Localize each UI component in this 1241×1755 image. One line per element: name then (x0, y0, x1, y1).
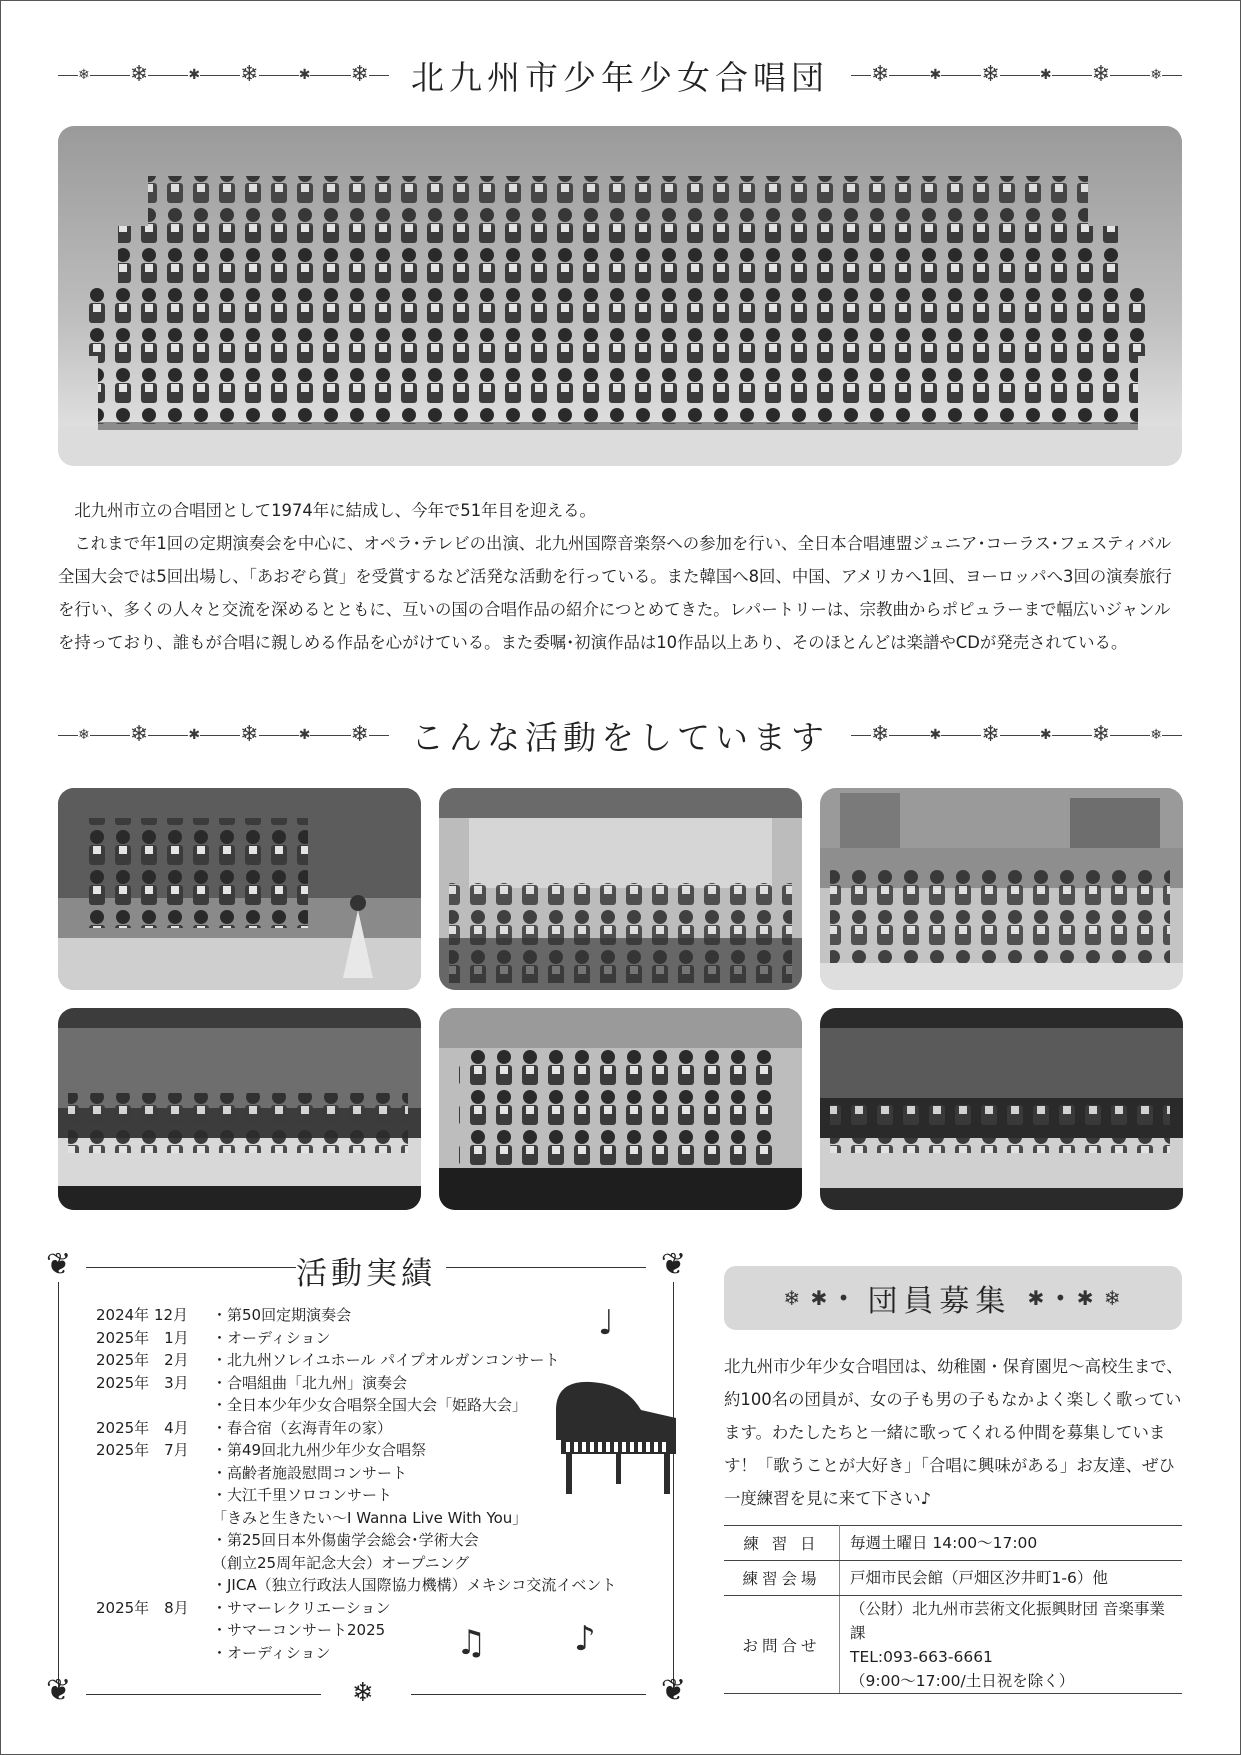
record-date: 2025年 1月 (96, 1328, 189, 1347)
record-event: ・オーディション (212, 1643, 331, 1662)
record-date (96, 1574, 212, 1597)
activity-photo-2 (439, 788, 802, 990)
snowflake-icon: ✱ (298, 726, 311, 743)
venue-value: 戸畑市民会館（戸畑区汐井町1-6）他 (840, 1561, 1183, 1596)
snowflake-icon: ❄ (240, 721, 259, 747)
record-date (96, 1552, 212, 1575)
activities-heading-row (58, 712, 1182, 759)
record-item (96, 1529, 656, 1552)
record-date: 2025年 2月 (96, 1351, 189, 1369)
record-date (96, 1462, 212, 1485)
record-item (96, 1619, 656, 1642)
snowflake-icon: ❄ (1150, 726, 1162, 743)
snowflake-icon: ❄ (1091, 721, 1111, 747)
venue-label: 練習会場 (724, 1561, 840, 1596)
recruit-paragraph: 北九州市少年少女合唱団は、幼稚園・保育園児～高校生まで、約100名の団員が、女の子も男の子もなかよく楽しく歌っています。わたしたちと一緒に歌ってくれる仲間を募集しています！「歌うことが大好き」「合唱に興味がある」お友達、ぜひ一度練習を見に来て下さい♪ (724, 1357, 1183, 1508)
record-event: ・全日本少年少女合唱祭全国大会「姫路大会」 (212, 1396, 528, 1414)
record-item (96, 1597, 656, 1620)
info-row-venue (724, 1561, 1182, 1596)
snowflake-icon: ❄ (129, 721, 149, 747)
snowflake-icon: ❄ ✱ • (783, 1286, 852, 1310)
record-event: ・高齢者施設慰問コンサート (212, 1463, 408, 1482)
snowflake-icon: ✱ • ✱ ❄ (1027, 1286, 1123, 1310)
record-rule (411, 1694, 646, 1695)
record-event: ・第25回日本外傷歯学会総会･学術大会 (212, 1531, 479, 1549)
ornament-left (58, 721, 389, 747)
record-rule (86, 1694, 321, 1695)
intro-paragraph-2: これまで年1回の定期演奏会を中心に、オペラ･テレビの出演、北九州国際音楽祭への参加を行い、全日本合唱連盟ジュニア･コーラス･フェスティバル全国大会では5回出場し、「あおぞら賞」を受賞するなど活発な活動を行っている。また韓国へ8回、中国、アメリカへ1回、ヨーロッパへ3回の演奏旅行を行い、多くの人々と交流を深めるとともに、互いの国の合唱作品の紹介につとめてきた。レパートリーは、宗教曲からポピュラーまで幅広いジャンルを持っており、誰もが合唱に親しめる作品を心がけている。また委嘱･初演作品は10作品以上あり、そのほとんどは楽譜やCDが発売されている。 (58, 534, 1172, 652)
snowflake-icon: ❄ (981, 721, 1000, 747)
recruit-body (724, 1350, 1186, 1515)
page-title: 北九州市少年少女合唱団 (411, 58, 829, 97)
activities-heading: こんな活動をしています (411, 718, 829, 757)
record-event: ・春合宿（玄海青年の家） (212, 1418, 393, 1437)
record-event: ・第50回定期演奏会 (212, 1306, 352, 1324)
snowflake-icon: ✱ (188, 66, 201, 83)
activity-record (46, 1247, 686, 1710)
record-date: 2025年 7月 (96, 1441, 189, 1459)
info-row-contact (724, 1596, 1182, 1694)
activity-photo-1 (58, 788, 421, 990)
snowflake-icon: ❄ (871, 61, 890, 87)
music-note-icon: ♪ (574, 1619, 596, 1659)
flourish-icon: ❦ (46, 1673, 72, 1708)
record-date (96, 1642, 212, 1665)
intro-text (58, 494, 1182, 659)
record-event: ・オーディション (212, 1328, 331, 1347)
snowflake-icon: ✱ (929, 66, 942, 83)
music-note-icon: ♩ (598, 1303, 615, 1343)
recruit-banner (724, 1266, 1182, 1330)
snowflake-icon: ❄ (871, 721, 890, 747)
snowflake-icon: ❄ (240, 61, 259, 87)
contact-value (840, 1596, 1183, 1694)
activity-photo-6 (820, 1008, 1183, 1210)
record-item (96, 1304, 656, 1327)
record-date: 2025年 3月 (96, 1373, 189, 1392)
flourish-icon: ❦ (660, 1247, 686, 1282)
practice-day-label: 練 習 日 (724, 1526, 840, 1561)
record-item (96, 1574, 656, 1597)
ornament-right (851, 61, 1182, 87)
record-date (96, 1484, 212, 1507)
record-date: 2024年 12月 (96, 1306, 189, 1324)
recruit-title: 団員募集 (867, 1284, 1012, 1319)
contact-label: お問合せ (724, 1596, 840, 1694)
record-date (96, 1619, 212, 1642)
record-date (96, 1394, 212, 1417)
info-row-practice-day (724, 1526, 1182, 1561)
record-event: ・北九州ソレイユホール パイプオルガンコンサート (212, 1351, 560, 1369)
activity-photo-5 (439, 1008, 802, 1210)
snowflake-icon: ❄ (78, 66, 90, 83)
contact-hours: （9:00～17:00/土日祝を除く） (850, 1671, 1075, 1690)
piano-icon (546, 1370, 686, 1500)
snowflake-icon: ❄ (352, 1678, 374, 1708)
activity-photo-4 (58, 1008, 421, 1210)
snowflake-icon: ❄ (350, 721, 369, 747)
record-event: ・JICA（独立行政法人国際協力機構）メキシコ交流イベント (212, 1576, 617, 1594)
record-item (96, 1327, 656, 1350)
record-item (96, 1507, 656, 1530)
snowflake-icon: ✱ (298, 66, 311, 83)
snowflake-icon: ✱ (188, 726, 201, 743)
activity-photo-3 (820, 788, 1183, 990)
music-note-icon: ♫ (456, 1623, 487, 1663)
record-event: 「きみと生きたい～I Wanna Live With You」 (212, 1508, 528, 1527)
record-date: 2025年 8月 (96, 1598, 189, 1617)
practice-day-value: 毎週土曜日 14:00～17:00 (840, 1526, 1183, 1561)
snowflake-icon: ❄ (1091, 61, 1111, 87)
flourish-icon: ❦ (660, 1673, 686, 1708)
snowflake-icon: ✱ (1039, 66, 1052, 83)
record-item (96, 1642, 656, 1665)
snowflake-icon: ❄ (129, 61, 149, 87)
ornament-right (851, 721, 1182, 747)
contact-tel: TEL:093-663-6661 (850, 1647, 993, 1666)
title-row (58, 52, 1182, 99)
group-photo (58, 126, 1182, 466)
record-date (96, 1529, 212, 1552)
record-date (96, 1507, 212, 1530)
record-event: ・第49回北九州少年少女合唱祭 (212, 1441, 427, 1459)
snowflake-icon: ✱ (1039, 726, 1052, 743)
ornament-left (58, 61, 389, 87)
record-event: ・大江千里ソロコンサート (212, 1486, 393, 1504)
snowflake-icon: ❄ (350, 61, 369, 87)
record-item (96, 1349, 656, 1372)
record-title: 活動実績 (296, 1256, 436, 1292)
record-event: ・合唱組曲「北九州」演奏会 (212, 1373, 408, 1392)
intro-paragraph-1: 北九州市立の合唱団として1974年に結成し、今年で51年目を迎える。 (74, 501, 596, 520)
record-item (96, 1552, 656, 1575)
snowflake-icon: ❄ (1150, 66, 1162, 83)
snowflake-icon: ❄ (981, 61, 1000, 87)
record-event: ・サマーコンサート2025 (212, 1621, 386, 1639)
record-event: ・サマーレクリエーション (212, 1598, 391, 1617)
flourish-icon: ❦ (46, 1247, 72, 1282)
snowflake-icon: ✱ (929, 726, 942, 743)
snowflake-icon: ❄ (78, 726, 90, 743)
record-event: （創立25周年記念大会）オープニング (212, 1553, 470, 1572)
contact-org: （公財）北九州市芸術文化振興財団 音楽事業課 (850, 1599, 1165, 1642)
info-table (724, 1525, 1182, 1694)
record-date: 2025年 4月 (96, 1418, 189, 1437)
